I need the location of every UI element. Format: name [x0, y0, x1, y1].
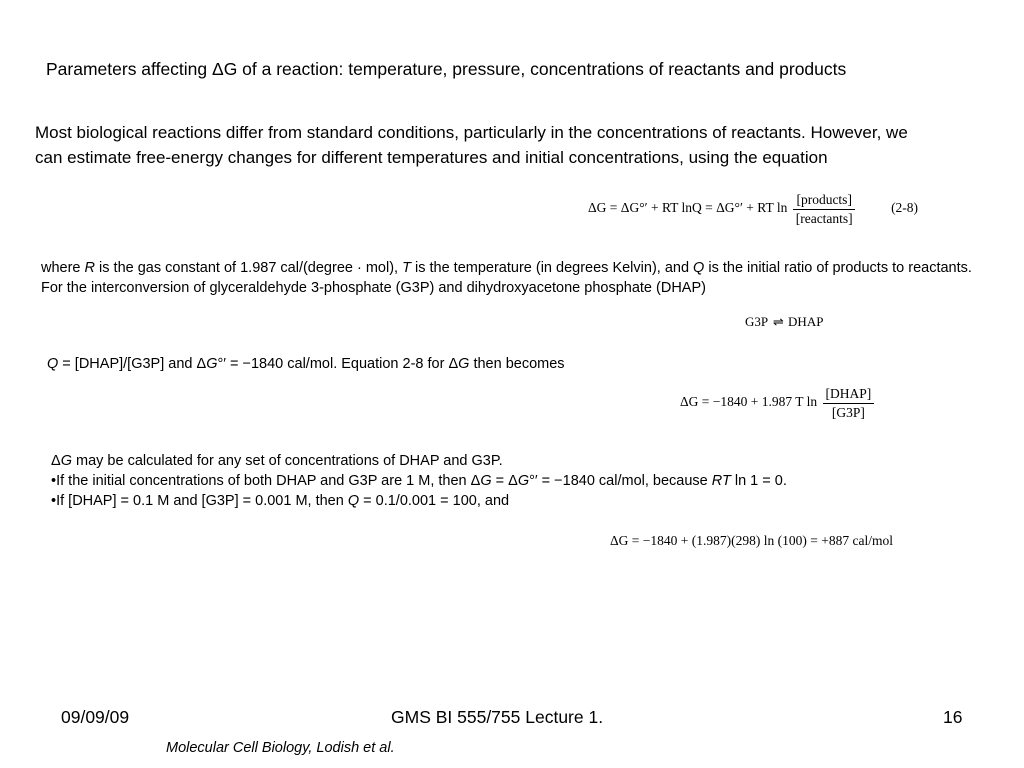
source-credit: Molecular Cell Biology, Lodish et al.: [166, 740, 395, 756]
var-g: G: [480, 473, 492, 489]
product-dhap: DHAP: [788, 314, 824, 329]
dhap-g3p-equation-lhs: ΔG = −1840 + 1.987 T ln: [680, 394, 818, 410]
var-g: G: [458, 356, 470, 372]
fraction-numerator: [products]: [793, 193, 854, 210]
var-g: G: [206, 356, 218, 372]
equation-2-8: [588, 193, 918, 225]
var-q: Q: [347, 493, 360, 509]
var-t: T: [402, 260, 411, 276]
text-segment: may be calculated for any set of concentrations of DHAP and G3P.: [71, 453, 503, 469]
var-q: Q: [693, 260, 705, 276]
q-text-3: then becomes: [469, 356, 565, 372]
intro-paragraph: Most biological reactions differ from standard conditions, particularly in the concentrations of reactants. However, we can estimate free-energy changes for different temperatures and initial concentrations, using the equation: [35, 123, 908, 167]
equation-number: (2-8): [891, 200, 919, 216]
where-text-2: is the gas constant of 1.987 cal/(degree · mol),: [95, 260, 403, 276]
var-r: R: [84, 260, 96, 276]
var-q: Q: [47, 356, 59, 372]
slide-number: 16: [943, 707, 963, 727]
text-segment: •If [DHAP] = 0.1 M and [G3P] = 0.001 M, then: [51, 493, 348, 509]
footer-course: GMS BI 555/755 Lecture 1.: [391, 707, 604, 727]
where-text-4: is the initial ratio of products to reactants. For the interconversion of glyceraldehyde 3-phosphate (G3P) and dihydroxyacetone phosphate (DHAP): [41, 260, 972, 296]
fraction-denominator: [reactants]: [795, 210, 853, 226]
equilibrium-arrow-icon: ⇌: [772, 314, 783, 329]
equation-2-8-fraction: [793, 193, 856, 225]
text-segment: Δ: [51, 453, 61, 469]
var-g: G: [60, 453, 72, 469]
q-definition-line: [47, 356, 565, 372]
delta-g-result-equation: ΔG = −1840 + (1.987)(298) ln (100) = +887 cal/mol: [610, 533, 893, 548]
text-segment: = 0.1/0.001 = 100, and: [359, 493, 510, 509]
dhap-g3p-fraction: [823, 387, 875, 419]
delta-g-bullet-1: [51, 471, 787, 491]
dhap-g3p-equation: [680, 387, 876, 419]
text-segment: °′ = −1840 cal/mol, because: [529, 473, 712, 489]
interconversion-equation: [745, 314, 823, 330]
fraction-numerator: [DHAP]: [823, 387, 875, 404]
equation-2-8-lhs: ΔG = ΔG°′ + RT lnQ = ΔG°′ + RT ln: [588, 200, 788, 216]
text-segment: = Δ: [491, 473, 518, 489]
delta-g-line-1: [51, 451, 787, 471]
slide-title: Parameters affecting ΔG of a reaction: temperature, pressure, concentrations of reactants and products: [46, 59, 847, 79]
where-text-3: is the temperature (in degrees Kelvin), and: [410, 260, 694, 276]
fraction-denominator: [G3P]: [831, 404, 865, 420]
q-text-2: °′ = −1840 cal/mol. Equation 2-8 for Δ: [217, 356, 459, 372]
var-g: G: [517, 473, 530, 489]
reactant-g3p: G3P: [745, 314, 768, 329]
q-text-1: = [DHAP]/[G3P] and Δ: [58, 356, 207, 372]
text-segment: •If the initial concentrations of both DHAP and G3P are 1 M, then Δ: [51, 473, 481, 489]
delta-g-notes: [51, 451, 787, 511]
text-segment: ln 1 = 0.: [730, 473, 787, 489]
var-rt: RT: [711, 473, 731, 489]
where-text-1: where: [41, 260, 85, 276]
footer-date: 09/09/09: [61, 707, 130, 727]
delta-g-bullet-2: [51, 491, 787, 511]
where-paragraph: [41, 258, 981, 298]
